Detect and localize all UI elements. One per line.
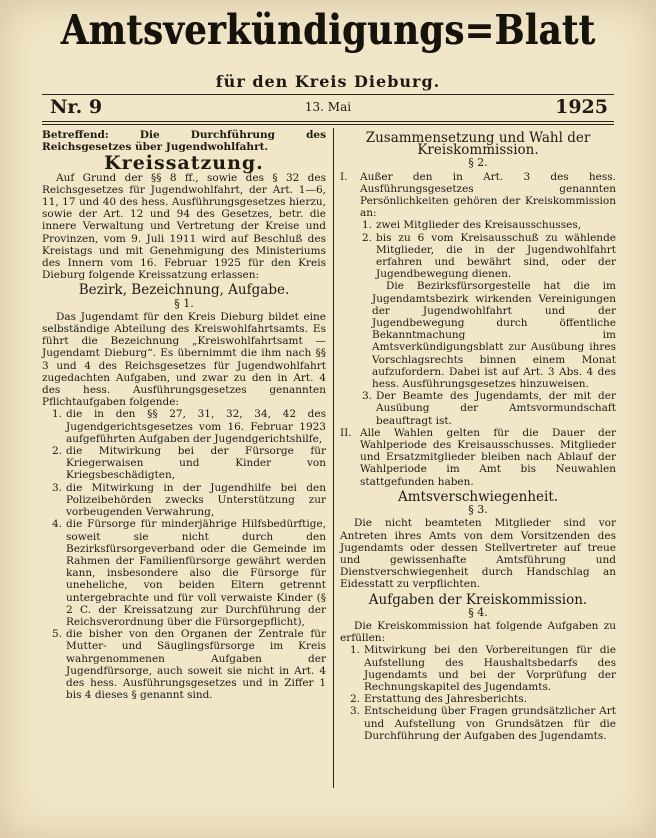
paragraph-4-label: § 4. <box>468 605 488 619</box>
preamble-text: Auf Grund der §§ 8 ff., sowie des § 32 des Reichsgesetzes für Jugendwohlfahrt, der Art. 1—6, 11, 17 und 40 des hess. Ausführungsgesetzes hierzu, sowie der Art. 12 und 94 des Gesetzes, betr. die innere Verwaltung und Vertretung der Kreise und Provinzen, vom 9. Juli 1911 wird auf Beschluß des Kreistags und mit Genehmigung des Ministeriums des Innern vom 16. Februar 1925 für den Kreis Dieburg folgende Kreissatzung erlassen: <box>42 171 326 282</box>
section-title-bezirk: Bezirk, Bezeichnung, Aufgabe. <box>78 282 290 299</box>
issue-date: 13. Mai <box>304 100 352 114</box>
paragraph-3-text: Die nicht beamteten Mitglieder sind vor Antreten ihres Amts von dem Vorsitzenden des Jugendamts oder dessen Stellvertreter auf treue und gewissenhafte Amtsführung und Dienstverschwiegenheit durch Handschlag an Eidesstatt zu verpflichten. <box>340 517 616 591</box>
section-title-verschwiegenheit: Amtsverschwiegenheit. <box>397 488 559 505</box>
roman-item-1: I. Außer den in Art. 3 des hess. Ausführungsgesetzes genannten Persönlichkeiten gehören der Kreiskommission an: <box>340 170 616 220</box>
list-item: 1. Mitwirkung bei den Vorbereitungen für die Aufstellung des Haushaltsbedarfs des Jugendamts und bei der Vorprüfung der Rechnungskapitel des Jugendamts. <box>349 644 616 693</box>
paragraph-1-text: Das Jugendamt für den Kreis Dieburg bildet eine selbständige Abteilung des Kreiswohlfahrtsamts. Es führt die Bezeichnung „Kreiswohlfahrtsamt — Jugendamt Dieburg“. Es übernimmt die ihm nach §§ 3 und 4 des Reichsgesetzes für Jugendwohlfahrt zugedachten Aufgaben, und zwar zu den in Art. 4 des hess. Ausführungsgesetzes genannten Pflichtaufgaben folgende: <box>42 310 326 409</box>
bezirk-text: Die Bezirksfürsorgestelle hat die im Jugendamtsbezirk wirkenden Vereinigungen der Jugendwohlfahrt und der Jugendbewegung durch öffentliche Bekanntmachung im Amtsverkündigungsblatt zur Ausübung ihres Vorschlagsrechts binnen einem Monat aufzufordern. Dabei ist auf Art. 3 Abs. 4 des hess. Ausführungsgesetzes hinzuweisen. <box>372 280 616 391</box>
list-item: 1. zwei Mitglieder des Kreisausschusses, <box>361 219 582 232</box>
section-title-zusammensetzung: Zusammensetzung und Wahl der Kreiskommission. <box>365 130 591 159</box>
left-column <box>42 129 326 701</box>
duties-list <box>42 408 326 701</box>
issue-year: 1925 <box>555 96 608 118</box>
list-item: 5. die bisher von den Organen der Zentrale für Mutter- und Säuglingsfürsorge im Kreis wahrgenommenen Aufgaben der Jugendfürsorge, auch soweit sie nicht in Art. 4 des hess. Ausführungsgesetzes und in Ziffer 1 bis 4 dieses § genannt sind. <box>51 628 326 702</box>
members-list <box>340 219 616 426</box>
issue-number: Nr. 9 <box>50 96 103 118</box>
top-rule <box>42 94 614 95</box>
paragraph-1-label: § 1. <box>174 296 194 310</box>
right-column <box>340 129 616 742</box>
roman-item-2: II. Alle Wahlen gelten für die Dauer der Wahlperiode des Kreisausschusses. Mitglieder und Ersatzmitglieder bleiben nach Ablauf der Wahlperiode im Amt bis Neuwahlen stattgefunden haben. <box>340 426 616 488</box>
list-item: 3. Entscheidung über Fragen grundsätzlicher Art und Aufstellung von Grundsätzen für die Durchführung der Aufgaben des Jugendamts. <box>349 705 616 742</box>
list-item: 2. Erstattung des Jahresberichts. <box>349 693 527 706</box>
column-divider <box>333 128 334 788</box>
paragraph-4-text: Die Kreiskommission hat folgende Aufgaben zu erfüllen: <box>340 619 616 645</box>
commission-tasks-list <box>340 644 616 742</box>
section-title-aufgaben: Aufgaben der Kreiskommission. <box>368 591 588 608</box>
list-item: 2. die Mitwirkung bei der Fürsorge für Kriegerwaisen und Kinder von Kriegsbeschädigten, <box>51 445 326 482</box>
issue-bar <box>42 96 614 118</box>
masthead-subtitle: für den Kreis Dieburg. <box>215 72 441 91</box>
kreissatzung-heading: Kreissatzung. <box>104 152 264 175</box>
paragraph-3-label: § 3. <box>468 503 488 517</box>
paragraph-2-label: § 2. <box>468 156 488 170</box>
list-item: 1. die in den §§ 27, 31, 32, 34, 42 des Jugendgerichtsgesetzes vom 16. Februar 1923 aufgeführten Aufgaben der Jugendgerichtshilfe, <box>51 408 326 445</box>
masthead-title: Amtsverkündigungs=Blatt <box>60 6 596 54</box>
list-item: 2. bis zu 6 vom Kreisausschuß zu wählende Mitglieder, die in der Jugendwohlfahrt erfahren und bewährt sind, oder der Jugendbewegung dienen. <box>361 231 616 281</box>
header-rule <box>42 121 614 122</box>
list-item: 3. Der Beamte des Jugendamts, der mit der Ausübung der Amtsvormundschaft beauftragt ist. <box>361 390 616 427</box>
header-rule-double <box>42 124 614 125</box>
list-item: 4. die Fürsorge für minderjährige Hilfsbedürftige, soweit sie nicht durch den Bezirksfürsorgeverband oder die Gemeinde im Rahmen der Familienfürsorge gewährt werden kann, insbesondere also die Fürsorge für uneheliche, von beiden Eltern getrennt untergebrachte und für voll verwaiste Kinder (§ 2 C. der Kreissatzung zur Durchführung der Reichsverordnung über die Fürsorgepflicht), <box>51 518 326 628</box>
list-item: 3. die Mitwirkung in der Jugendhilfe bei den Polizeibehörden zwecks Unterstützung zur vorbeugenden Verwahrung, <box>51 481 326 519</box>
intro-subject: Betreffend: Die Durchführung des Reichsgesetzes über Jugendwohlfahrt. <box>42 129 326 154</box>
